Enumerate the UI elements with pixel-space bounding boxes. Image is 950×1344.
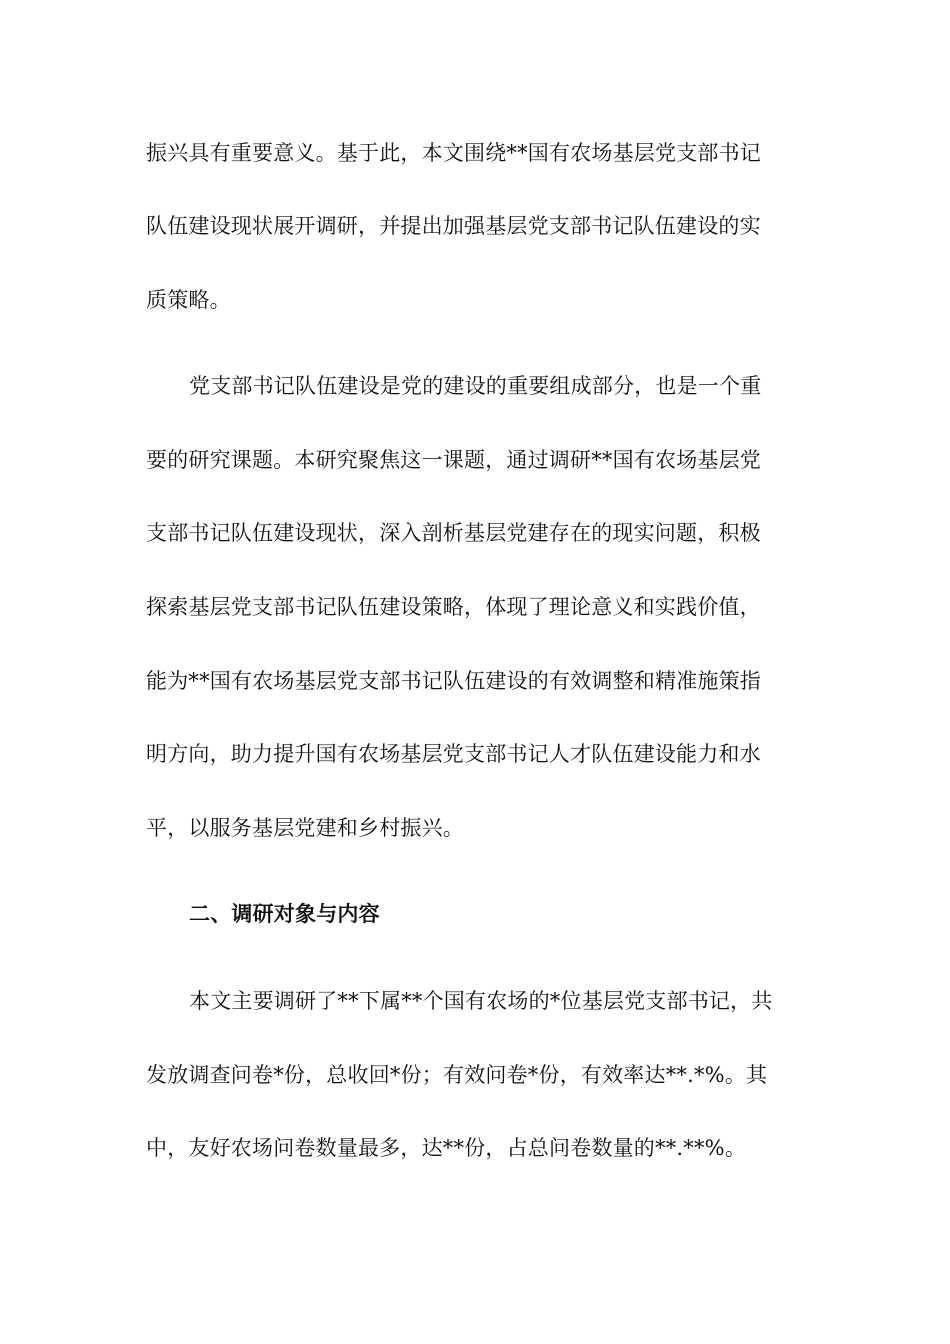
paragraph-2-line-5: 能为**国有农场基层党支部书记队伍建设的有效调整和精准施策指 [146,669,761,693]
paragraph-2-line-1: 党支部书记队伍建设是党的建设的重要组成部分，也是一个重 [189,374,762,398]
paragraph-1-line-2: 队伍建设现状展开调研，并提出加强基层党支部书记队伍建设的实 [146,214,761,238]
paragraph-1-line-3: 质策略。 [146,288,231,312]
section-paragraph-line-3: 中，友好农场问卷数量最多，达**份，占总问卷数量的**.**%。 [146,1136,747,1160]
paragraph-2-line-6: 明方向，助力提升国有农场基层党支部书记人才队伍建设能力和水 [146,742,761,766]
section-heading: 二、调研对象与内容 [189,902,380,926]
paragraph-1-line-1: 振兴具有重要意义。基于此，本文围绕**国有农场基层党支部书记 [146,141,761,165]
section-paragraph-line-2: 发放调查问卷*份，总收回*份；有效问卷*份，有效率达**.*%。其 [146,1063,768,1087]
section-paragraph-line-1: 本文主要调研了**下属**个国有农场的*位基层党支部书记，共 [189,989,773,1013]
paragraph-2-line-4: 探索基层党支部书记队伍建设策略，体现了理论意义和实践价值， [146,595,761,619]
paragraph-2-line-2: 要的研究课题。本研究聚焦这一课题，通过调研**国有农场基层党 [146,448,761,472]
paragraph-2-line-7: 平，以服务基层党建和乡村振兴。 [146,816,464,840]
paragraph-2-line-3: 支部书记队伍建设现状，深入剖析基层党建存在的现实问题，积极 [146,521,761,545]
